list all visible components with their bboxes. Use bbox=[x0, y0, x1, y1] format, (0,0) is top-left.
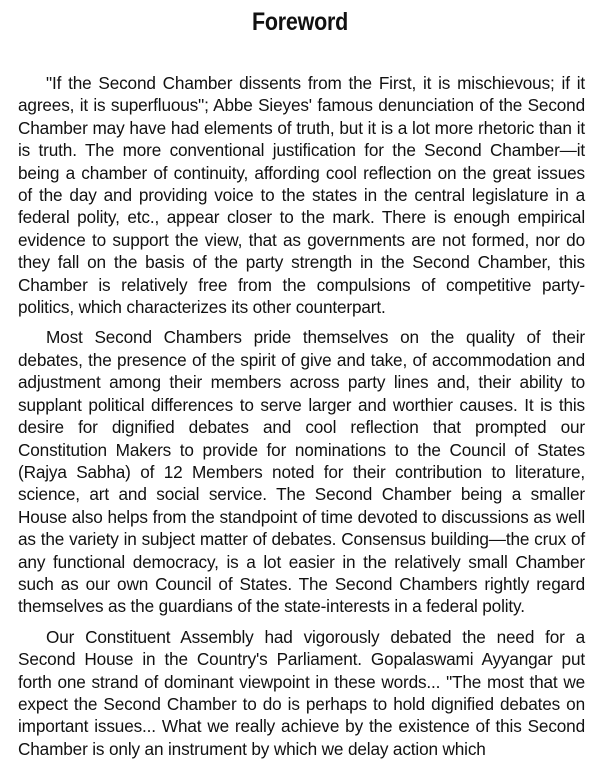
page-title: Foreword bbox=[252, 8, 348, 36]
paragraph-3: Our Constituent Assembly had vigorously debated the need for a Second House in the Country's Parliament. Gopalaswami Ayyangar put forth one strand of dominant viewpoint in these words... "The most that we expect the Second Chamber to do is perhaps to hold dignified debates on important issues... What we really achieve by the existence of this Second Chamber is only an instrument by which we delay action which bbox=[18, 626, 585, 759]
document-body bbox=[18, 72, 585, 768]
paragraph-2: Most Second Chambers pride themselves on the quality of their debates, the presence of the spirit of give and take, of accommodation and adjustment among their members across party lines and, their ability to supplant political differences to serve larger and worthier causes. It is this desire for dignified debates and cool reflection that prompted our Constitution Makers to provide for nominations to the Council of States (Rajya Sabha) of 12 Members noted for their contribution to literature, science, art and social service. The Second Chamber being a smaller House also helps from the standpoint of time devoted to discussions as well as the variety in subject matter of debates. Consensus building—the crux of any functional democracy, is a lot easier in the relatively small Chamber such as our own Council of States. The Second Chambers rightly regard themselves as the guardians of the state-interests in a federal polity. bbox=[18, 327, 585, 617]
paragraph-1: "If the Second Chamber dissents from the First, it is mischievous; if it agrees, it is superfluous"; Abbe Sieyes' famous denunciation of the Second Chamber may have had elements of truth, but it is a lot more rhetoric than it is truth. The more conventional justification for the Second Chamber—it being a chamber of continuity, affording cool reflection on the great issues of the day and providing voice to the states in the central legislature in a federal polity, etc., appear closer to the mark. There is enough empirical evidence to support the view, that as governments are not formed, nor do they fall on the basis of the party strength in the Second Chamber, this Chamber is relatively free from the compulsions of competitive party-politics, which characterizes its other counterpart. bbox=[18, 73, 585, 318]
